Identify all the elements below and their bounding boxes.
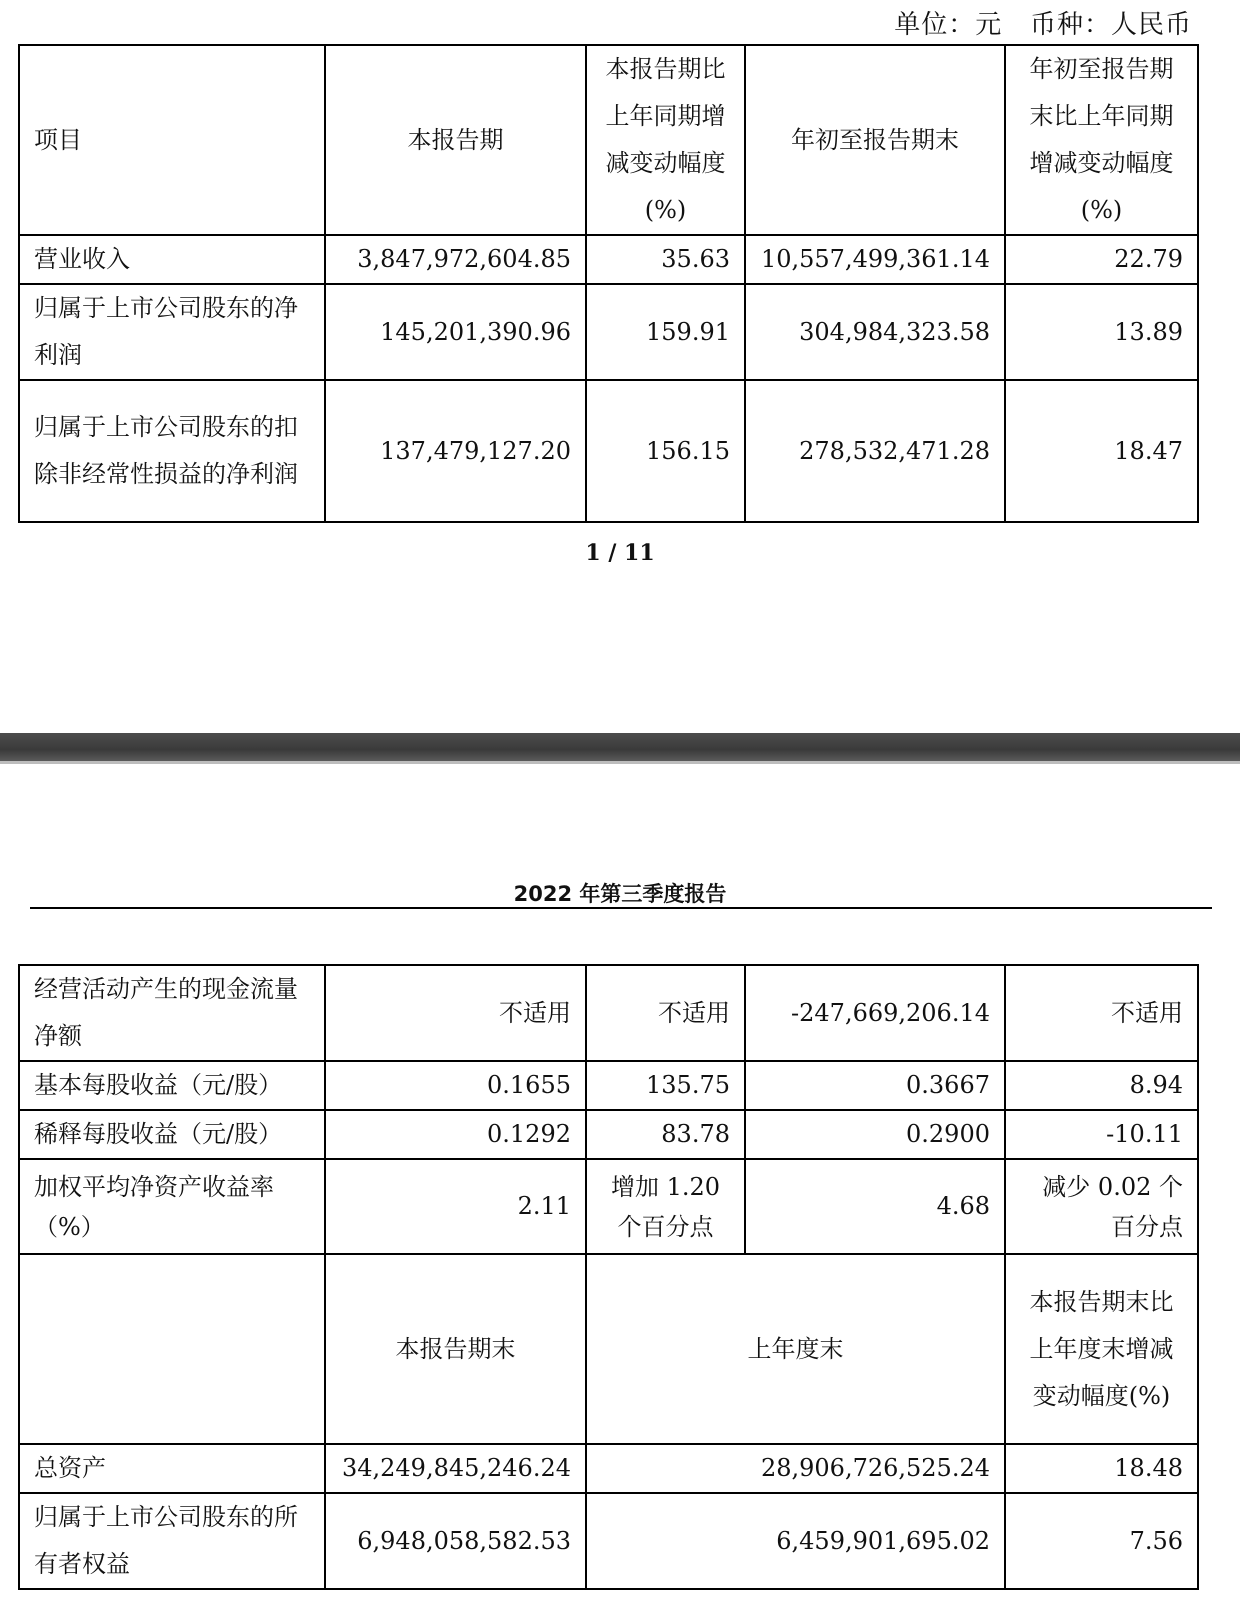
cell-balance-change: 18.48 [1005, 1444, 1198, 1493]
header-rule [30, 907, 1212, 909]
cell-current: 145,201,390.96 [325, 284, 586, 380]
header-balance-change: 本报告期末比上年度末增减变动幅度(%) [1005, 1254, 1198, 1444]
row-item: 总资产 [19, 1444, 325, 1493]
table-row [19, 1110, 1198, 1159]
cell-current: 0.1292 [325, 1110, 586, 1159]
cell-current: 3,847,972,604.85 [325, 235, 586, 284]
table-row [19, 965, 1198, 1061]
header-prior-year-end: 上年度末 [586, 1254, 1005, 1444]
cell-current: 0.1655 [325, 1061, 586, 1110]
table-row [19, 1444, 1198, 1493]
row-item: 归属于上市公司股东的扣除非经常性损益的净利润 [19, 380, 325, 522]
cell-balance-change: 7.56 [1005, 1493, 1198, 1589]
table-row [19, 235, 1198, 284]
cell-current: 不适用 [325, 965, 586, 1061]
cell-period-end: 6,948,058,582.53 [325, 1493, 586, 1589]
cell-ytd: -247,669,206.14 [745, 965, 1005, 1061]
row-item: 稀释每股收益（元/股） [19, 1110, 325, 1159]
cell-ytd: 0.2900 [745, 1110, 1005, 1159]
cell-current-change: 83.78 [586, 1110, 745, 1159]
cell-ytd-change: 8.94 [1005, 1061, 1198, 1110]
cell-ytd: 0.3667 [745, 1061, 1005, 1110]
table-row [19, 1493, 1198, 1589]
table-row [19, 284, 1198, 380]
cell-current: 2.11 [325, 1159, 586, 1254]
key-financials-table [18, 44, 1199, 523]
cell-current: 137,479,127.20 [325, 380, 586, 522]
cell-current-change: 135.75 [586, 1061, 745, 1110]
unit-currency-note: 单位：元 币种：人民币 [894, 10, 1192, 40]
cell-current-change: 159.91 [586, 284, 745, 380]
page-divider [0, 733, 1240, 761]
cell-ytd-change: -10.11 [1005, 1110, 1198, 1159]
cell-ytd: 10,557,499,361.14 [745, 235, 1005, 284]
cell-ytd-change: 减少 0.02 个百分点 [1005, 1159, 1198, 1254]
cell-period-end: 34,249,845,246.24 [325, 1444, 586, 1493]
cell-ytd-change: 18.47 [1005, 380, 1198, 522]
header-period-end: 本报告期末 [325, 1254, 586, 1444]
header-item-blank [19, 1254, 325, 1444]
row-item: 加权平均净资产收益率（%） [19, 1159, 325, 1254]
cell-ytd-change: 13.89 [1005, 284, 1198, 380]
cell-current-change: 35.63 [586, 235, 745, 284]
cell-current-change: 增加 1.20 个百分点 [586, 1159, 745, 1254]
cell-ytd: 278,532,471.28 [745, 380, 1005, 522]
header-current-change: 本报告期比上年同期增减变动幅度(%) [586, 45, 745, 235]
cell-prior-year-end: 28,906,726,525.24 [586, 1444, 1005, 1493]
row-item: 归属于上市公司股东的净利润 [19, 284, 325, 380]
row-item: 基本每股收益（元/股） [19, 1061, 325, 1110]
cell-current-change: 156.15 [586, 380, 745, 522]
header-ytd-change: 年初至报告期末比上年同期增减变动幅度(%) [1005, 45, 1198, 235]
page-divider-shadow [0, 761, 1240, 764]
cell-current-change: 不适用 [586, 965, 745, 1061]
row-item: 营业收入 [19, 235, 325, 284]
header-item: 项目 [19, 45, 325, 235]
table-row [19, 380, 1198, 522]
row-item: 归属于上市公司股东的所有者权益 [19, 1493, 325, 1589]
cell-ytd: 4.68 [745, 1159, 1005, 1254]
header-current-period: 本报告期 [325, 45, 586, 235]
header-ytd: 年初至报告期末 [745, 45, 1005, 235]
page-number: 1 / 11 [585, 540, 655, 566]
cell-prior-year-end: 6,459,901,695.02 [586, 1493, 1005, 1589]
cell-ytd: 304,984,323.58 [745, 284, 1005, 380]
financials-continued-table [18, 964, 1199, 1590]
table-row [19, 1061, 1198, 1110]
cell-ytd-change: 不适用 [1005, 965, 1198, 1061]
balance-header-row [19, 1254, 1198, 1444]
table-header-row [19, 45, 1198, 235]
cell-ytd-change: 22.79 [1005, 235, 1198, 284]
row-item: 经营活动产生的现金流量净额 [19, 965, 325, 1061]
table-row [19, 1159, 1198, 1254]
report-title: 2022 年第三季度报告 [513, 882, 727, 906]
